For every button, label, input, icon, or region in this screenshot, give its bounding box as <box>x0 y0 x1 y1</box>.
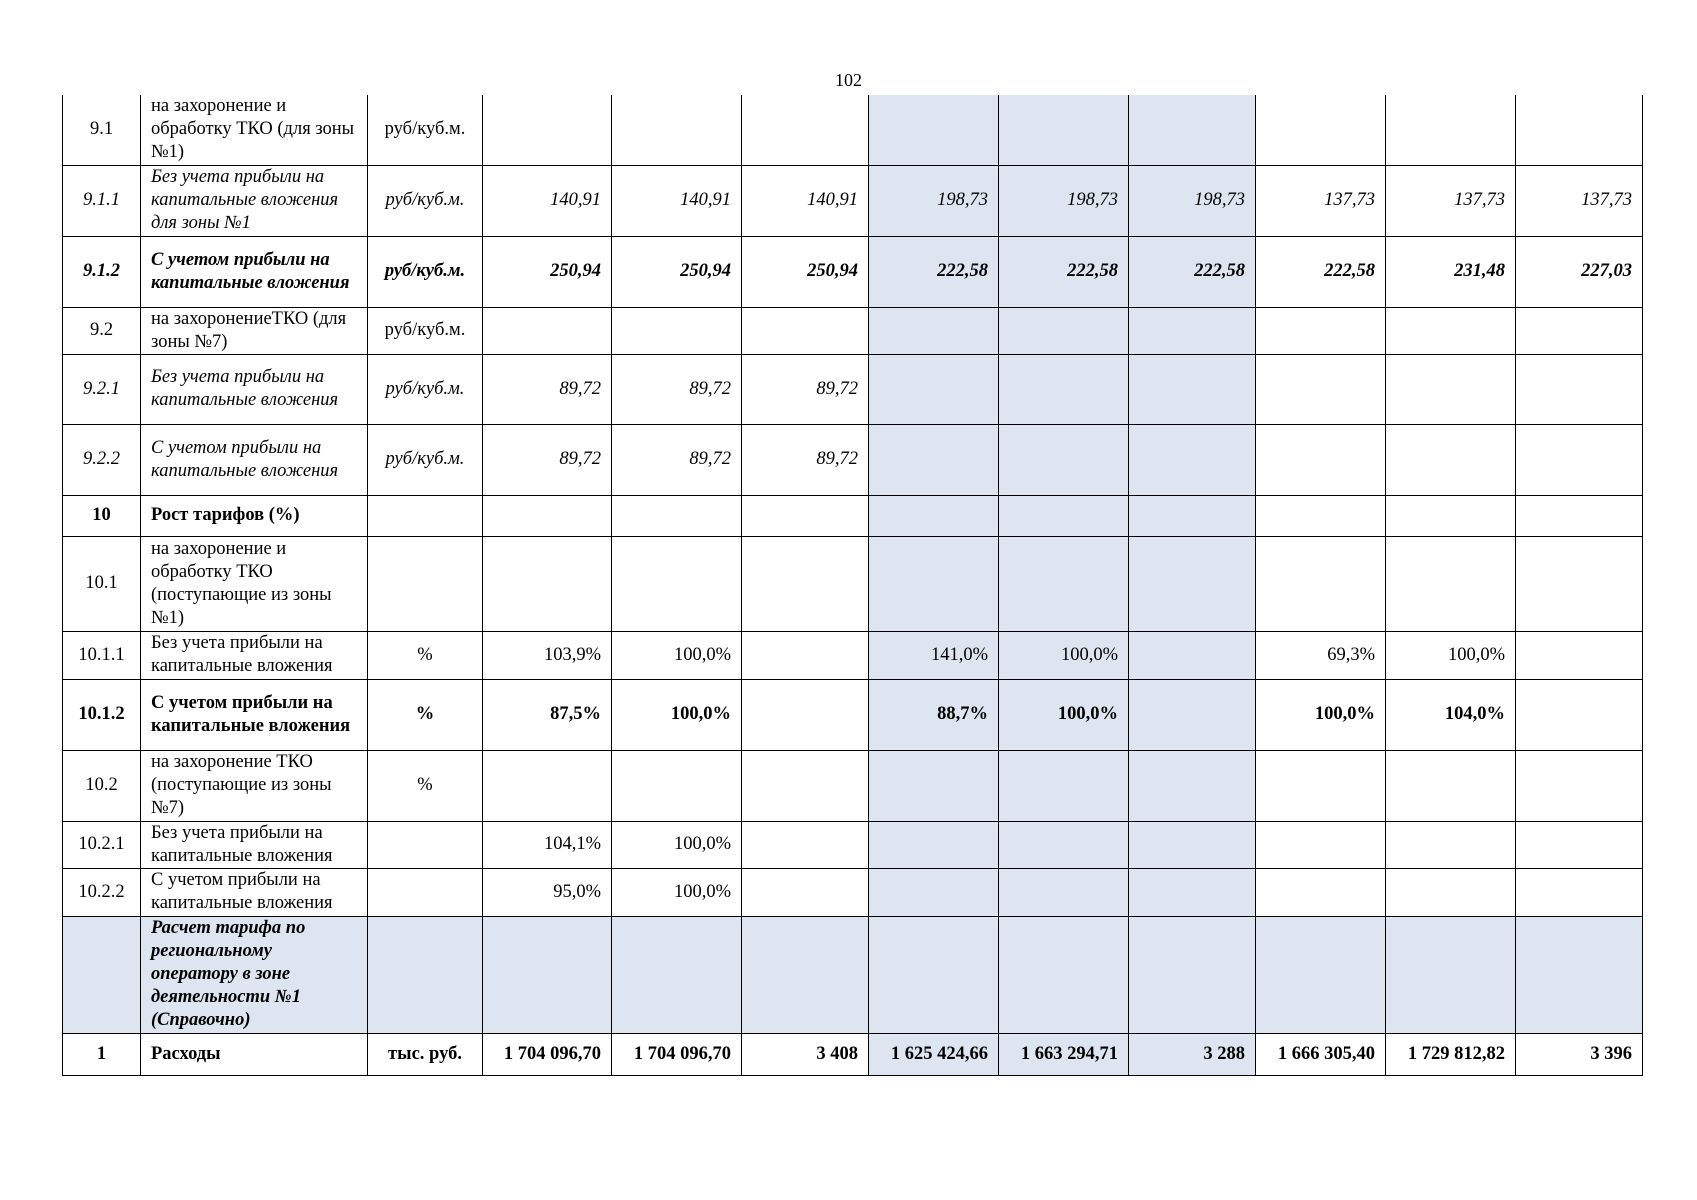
row-name-cell: на захоронениеТКО (для зоны №7) <box>141 307 368 354</box>
row-number-cell: 9.1.1 <box>63 165 141 236</box>
value-cell <box>1256 307 1386 354</box>
value-cell: 89,72 <box>742 424 869 495</box>
row-number-cell: 9.1 <box>63 95 141 165</box>
value-cell <box>1256 868 1386 916</box>
value-cell: 100,0% <box>612 868 742 916</box>
value-cell: 140,91 <box>742 165 869 236</box>
value-cell <box>1129 354 1256 424</box>
value-cell <box>869 750 999 821</box>
value-cell: 100,0% <box>612 679 742 750</box>
value-cell <box>999 916 1129 1033</box>
value-cell <box>483 916 612 1033</box>
value-cell <box>1386 95 1516 165</box>
unit-cell: руб/куб.м. <box>368 354 483 424</box>
value-cell: 222,58 <box>1256 236 1386 307</box>
value-cell: 89,72 <box>612 424 742 495</box>
value-cell: 69,3% <box>1256 631 1386 679</box>
value-cell <box>999 354 1129 424</box>
value-cell: 137,73 <box>1386 165 1516 236</box>
value-cell <box>999 307 1129 354</box>
value-cell <box>1129 307 1256 354</box>
value-cell <box>1516 750 1643 821</box>
row-number-cell: 9.2.1 <box>63 354 141 424</box>
value-cell: 141,0% <box>869 631 999 679</box>
value-cell <box>1516 868 1643 916</box>
value-cell <box>1386 750 1516 821</box>
value-cell <box>742 631 869 679</box>
row-number-cell: 10.1.1 <box>63 631 141 679</box>
table-row <box>63 307 1643 354</box>
value-cell <box>1386 495 1516 536</box>
value-cell <box>1516 631 1643 679</box>
value-cell <box>999 821 1129 868</box>
value-cell <box>1386 307 1516 354</box>
value-cell <box>1129 679 1256 750</box>
value-cell <box>1516 307 1643 354</box>
value-cell <box>483 750 612 821</box>
value-cell <box>999 495 1129 536</box>
value-cell: 250,94 <box>483 236 612 307</box>
unit-cell: % <box>368 679 483 750</box>
value-cell: 100,0% <box>612 821 742 868</box>
value-cell: 104,0% <box>1386 679 1516 750</box>
value-cell: 1 666 305,40 <box>1256 1033 1386 1075</box>
row-number-cell: 10.1.2 <box>63 679 141 750</box>
value-cell: 198,73 <box>1129 165 1256 236</box>
value-cell: 3 396 <box>1516 1033 1643 1075</box>
value-cell <box>1386 354 1516 424</box>
value-cell: 104,1% <box>483 821 612 868</box>
value-cell <box>1129 495 1256 536</box>
row-name-cell: на захоронение и обработку ТКО (поступающие из зоны №1) <box>141 536 368 631</box>
value-cell: 100,0% <box>1256 679 1386 750</box>
value-cell <box>1516 95 1643 165</box>
value-cell <box>1129 750 1256 821</box>
value-cell: 1 704 096,70 <box>483 1033 612 1075</box>
table-row <box>63 868 1643 916</box>
value-cell <box>1256 495 1386 536</box>
value-cell <box>742 495 869 536</box>
value-cell: 137,73 <box>1256 165 1386 236</box>
row-number-cell: 9.1.2 <box>63 236 141 307</box>
value-cell <box>1386 536 1516 631</box>
unit-cell: % <box>368 750 483 821</box>
value-cell <box>612 916 742 1033</box>
value-cell: 100,0% <box>1386 631 1516 679</box>
value-cell <box>999 868 1129 916</box>
row-name-cell: С учетом прибыли на капитальные вложения <box>141 679 368 750</box>
value-cell: 1 625 424,66 <box>869 1033 999 1075</box>
row-name-cell: С учетом прибыли на капитальные вложения <box>141 236 368 307</box>
value-cell <box>869 307 999 354</box>
value-cell <box>1129 536 1256 631</box>
table-row <box>63 165 1643 236</box>
value-cell: 140,91 <box>612 165 742 236</box>
row-name-cell: Без учета прибыли на капитальные вложения <box>141 631 368 679</box>
row-number-cell: 10.2 <box>63 750 141 821</box>
value-cell <box>999 536 1129 631</box>
row-number-cell: 9.2 <box>63 307 141 354</box>
value-cell <box>869 354 999 424</box>
value-cell <box>612 495 742 536</box>
tariff-table <box>62 95 1643 1076</box>
row-name-cell: Расчет тарифа по региональному оператору в зоне деятельности №1 (Справочно) <box>141 916 368 1033</box>
value-cell: 222,58 <box>869 236 999 307</box>
value-cell <box>1516 536 1643 631</box>
value-cell <box>869 424 999 495</box>
row-number-cell: 10.2.2 <box>63 868 141 916</box>
row-name-cell: С учетом прибыли на капитальные вложения <box>141 868 368 916</box>
value-cell <box>742 868 869 916</box>
row-name-cell: Без учета прибыли на капитальные вложения <box>141 354 368 424</box>
value-cell <box>1516 916 1643 1033</box>
value-cell: 89,72 <box>742 354 869 424</box>
table-row <box>63 236 1643 307</box>
unit-cell <box>368 916 483 1033</box>
value-cell <box>612 750 742 821</box>
row-number-cell: 9.2.2 <box>63 424 141 495</box>
value-cell <box>869 868 999 916</box>
value-cell: 250,94 <box>612 236 742 307</box>
value-cell <box>999 95 1129 165</box>
value-cell: 100,0% <box>612 631 742 679</box>
value-cell: 140,91 <box>483 165 612 236</box>
table-row <box>63 95 1643 165</box>
value-cell <box>1256 750 1386 821</box>
unit-cell: руб/куб.м. <box>368 424 483 495</box>
value-cell <box>1256 424 1386 495</box>
value-cell <box>1386 868 1516 916</box>
value-cell <box>1256 95 1386 165</box>
value-cell <box>1256 916 1386 1033</box>
table-row <box>63 424 1643 495</box>
unit-cell: руб/куб.м. <box>368 236 483 307</box>
value-cell <box>1516 424 1643 495</box>
value-cell <box>612 95 742 165</box>
value-cell <box>742 307 869 354</box>
value-cell: 95,0% <box>483 868 612 916</box>
row-name-cell: на захоронение ТКО (поступающие из зоны №7) <box>141 750 368 821</box>
value-cell <box>1516 495 1643 536</box>
unit-cell <box>368 868 483 916</box>
value-cell <box>1129 868 1256 916</box>
value-cell <box>483 495 612 536</box>
value-cell <box>869 95 999 165</box>
row-name-cell: Без учета прибыли на капитальные вложения <box>141 821 368 868</box>
value-cell: 198,73 <box>869 165 999 236</box>
value-cell <box>999 424 1129 495</box>
row-number-cell <box>63 916 141 1033</box>
value-cell <box>1129 424 1256 495</box>
value-cell <box>1256 536 1386 631</box>
row-number-cell: 10.2.1 <box>63 821 141 868</box>
value-cell: 222,58 <box>1129 236 1256 307</box>
value-cell <box>1386 821 1516 868</box>
value-cell <box>1256 821 1386 868</box>
row-name-cell: С учетом прибыли на капитальные вложения <box>141 424 368 495</box>
row-name-cell: на захоронение и обработку ТКО (для зоны №1) <box>141 95 368 165</box>
value-cell <box>742 821 869 868</box>
value-cell <box>869 536 999 631</box>
unit-cell: руб/куб.м. <box>368 307 483 354</box>
value-cell: 1 663 294,71 <box>999 1033 1129 1075</box>
value-cell: 89,72 <box>483 354 612 424</box>
value-cell <box>1516 679 1643 750</box>
table-row <box>63 536 1643 631</box>
unit-cell: % <box>368 631 483 679</box>
value-cell: 89,72 <box>612 354 742 424</box>
table-row <box>63 354 1643 424</box>
value-cell: 88,7% <box>869 679 999 750</box>
value-cell <box>1129 95 1256 165</box>
page-number: 102 <box>835 70 862 90</box>
value-cell <box>1386 424 1516 495</box>
table-row <box>63 750 1643 821</box>
table-row <box>63 916 1643 1033</box>
unit-cell <box>368 495 483 536</box>
value-cell: 100,0% <box>999 679 1129 750</box>
value-cell: 198,73 <box>999 165 1129 236</box>
table-row <box>63 631 1643 679</box>
value-cell <box>483 307 612 354</box>
value-cell <box>612 307 742 354</box>
value-cell <box>869 821 999 868</box>
value-cell <box>1129 821 1256 868</box>
value-cell: 87,5% <box>483 679 612 750</box>
value-cell <box>1516 821 1643 868</box>
unit-cell: руб/куб.м. <box>368 95 483 165</box>
unit-cell: руб/куб.м. <box>368 165 483 236</box>
value-cell: 103,9% <box>483 631 612 679</box>
unit-cell <box>368 821 483 868</box>
value-cell: 250,94 <box>742 236 869 307</box>
table-row <box>63 821 1643 868</box>
value-cell: 1 704 096,70 <box>612 1033 742 1075</box>
value-cell: 231,48 <box>1386 236 1516 307</box>
value-cell <box>869 495 999 536</box>
value-cell <box>742 679 869 750</box>
value-cell <box>742 750 869 821</box>
value-cell: 3 408 <box>742 1033 869 1075</box>
value-cell: 3 288 <box>1129 1033 1256 1075</box>
value-cell <box>1516 354 1643 424</box>
value-cell <box>1256 354 1386 424</box>
value-cell: 222,58 <box>999 236 1129 307</box>
unit-cell <box>368 536 483 631</box>
value-cell <box>1129 916 1256 1033</box>
value-cell: 227,03 <box>1516 236 1643 307</box>
value-cell: 1 729 812,82 <box>1386 1033 1516 1075</box>
value-cell <box>742 916 869 1033</box>
row-number-cell: 10.1 <box>63 536 141 631</box>
value-cell: 89,72 <box>483 424 612 495</box>
value-cell <box>869 916 999 1033</box>
row-name-cell: Без учета прибыли на капитальные вложения для зоны №1 <box>141 165 368 236</box>
value-cell <box>1386 916 1516 1033</box>
value-cell <box>483 536 612 631</box>
row-name-cell: Расходы <box>141 1033 368 1075</box>
value-cell: 137,73 <box>1516 165 1643 236</box>
row-number-cell: 10 <box>63 495 141 536</box>
unit-cell: тыс. руб. <box>368 1033 483 1075</box>
value-cell <box>742 536 869 631</box>
table-row <box>63 495 1643 536</box>
value-cell: 100,0% <box>999 631 1129 679</box>
row-name-cell: Рост тарифов (%) <box>141 495 368 536</box>
table-row <box>63 679 1643 750</box>
value-cell <box>999 750 1129 821</box>
table-row <box>63 1033 1643 1075</box>
value-cell <box>612 536 742 631</box>
value-cell <box>1129 631 1256 679</box>
value-cell <box>742 95 869 165</box>
row-number-cell: 1 <box>63 1033 141 1075</box>
value-cell <box>483 95 612 165</box>
